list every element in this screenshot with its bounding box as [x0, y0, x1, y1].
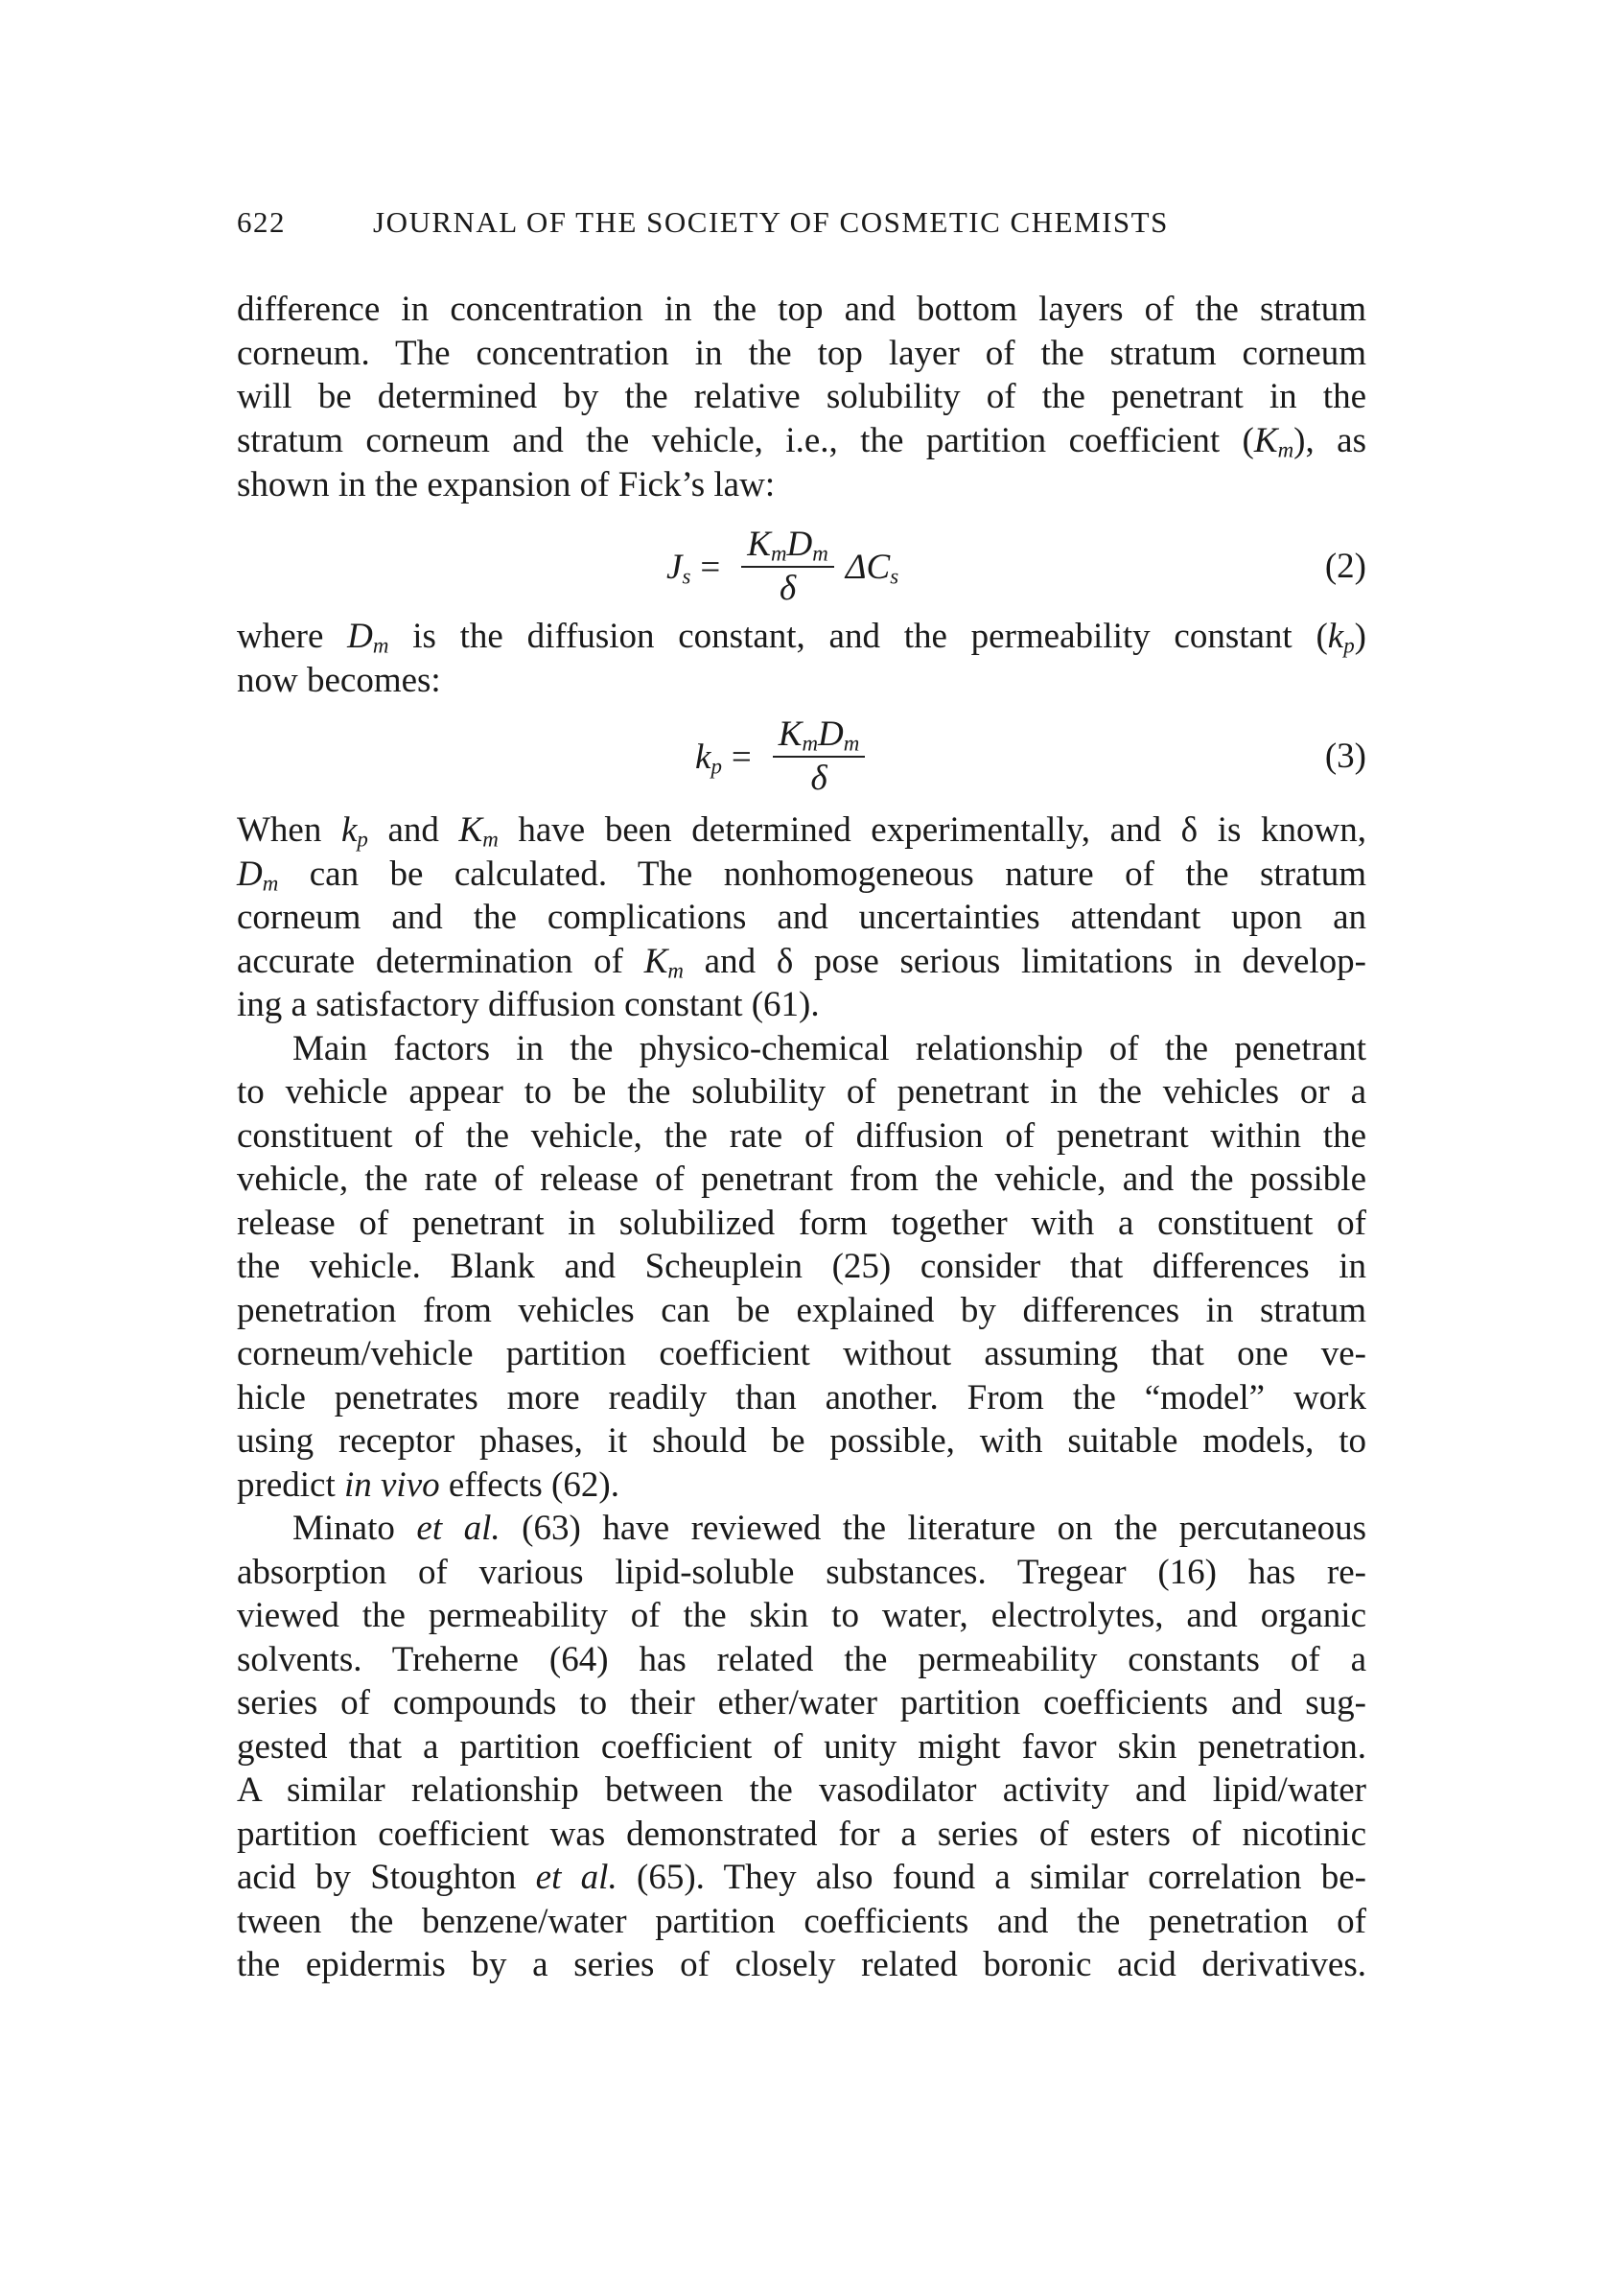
eq3-lhs	[695, 737, 722, 778]
text-run: (63) have reviewed the literature on the percutaneous	[500, 1509, 1366, 1548]
text-run: partition coefficient was demonstrated for a series of esters of nicotinic	[237, 1814, 1366, 1854]
subscript: m	[482, 827, 499, 852]
text-line	[237, 1725, 1366, 1769]
text-run: the epidermis by a series of closely related boronic acid derivatives.	[237, 1945, 1366, 1984]
text-line-content	[237, 1465, 619, 1505]
subscript: p	[357, 827, 368, 852]
text-line-content	[237, 1334, 1366, 1373]
text-line-content	[237, 1291, 1366, 1330]
eq2-lhs-subscript: s	[682, 564, 691, 589]
text-line	[237, 1943, 1366, 1987]
eq2-lhs	[666, 547, 690, 588]
eq3-num-k: K	[778, 715, 803, 754]
text-line-content	[237, 421, 1366, 460]
text-line-content	[237, 617, 1366, 656]
eq3-numerator	[773, 714, 866, 758]
subscript: m	[1277, 437, 1294, 462]
text-line-content	[237, 1640, 1366, 1679]
eq2-rhs-subscript: s	[890, 564, 899, 589]
eq3-fraction	[773, 714, 866, 800]
text-line-content	[237, 1727, 1366, 1767]
eq2-numerator	[741, 524, 834, 568]
text-line-content	[292, 1029, 1366, 1068]
text-line	[237, 1900, 1366, 1944]
subscript: p	[1343, 633, 1355, 658]
text-line	[237, 1507, 1366, 1551]
text-line	[237, 463, 1366, 507]
text-line-content	[237, 1204, 1366, 1243]
eq3-lhs-subscript: p	[710, 754, 722, 779]
text-line	[237, 1158, 1366, 1202]
text-run: where	[237, 617, 348, 656]
text-line-content	[237, 661, 441, 700]
text-line-content	[237, 1770, 1366, 1810]
text-line-content	[292, 1509, 1366, 1548]
text-run: (65). They also found a similar correlation be-	[617, 1858, 1366, 1897]
text-line	[237, 1638, 1366, 1682]
text-line	[237, 1551, 1366, 1595]
eq2-rhs-symbol: ΔC	[845, 547, 891, 587]
text-run: and δ pose serious limitations in develop-	[683, 941, 1366, 981]
text-line-content	[237, 1683, 1366, 1722]
text-line-content	[237, 1945, 1366, 1984]
eq3-num-k-sub: m	[802, 731, 819, 756]
text-run: stratum corneum and the vehicle, i.e., the partition coefficient (	[237, 421, 1254, 461]
eq2-equals: =	[700, 547, 721, 587]
equation-2	[237, 514, 1366, 620]
text-line-content	[237, 1858, 1366, 1897]
text-run: acid by Stoughton	[237, 1858, 536, 1897]
text-line-content	[237, 1378, 1366, 1417]
eq3-equals: =	[731, 737, 752, 777]
text-run: When	[237, 810, 341, 850]
text-run: solvents. Treherne (64) has related the permeability constants of a	[237, 1639, 1366, 1679]
text-run: absorption of various lipid-soluble substances. Tregear (16) has re-	[237, 1552, 1366, 1592]
text-run: constituent of the vehicle, the rate of diffusion of penetrant within the	[237, 1115, 1366, 1156]
text-line-content	[237, 942, 1366, 981]
text-line	[237, 1202, 1366, 1246]
text-line-content	[237, 1553, 1366, 1592]
text-line-content	[237, 810, 1366, 850]
text-line	[237, 332, 1366, 376]
text-line-content	[237, 898, 1366, 937]
text-run: series of compounds to their ether/water partition coefficients and sug-	[237, 1683, 1366, 1722]
italic-variable: $K_m$	[1253, 421, 1294, 462]
text-line	[237, 1245, 1366, 1289]
text-line	[237, 1027, 1366, 1071]
subscript: m	[262, 871, 279, 896]
eq2-rhs	[846, 547, 898, 588]
italic-variable: $D_m$	[347, 617, 389, 658]
eq3-num-d: D	[818, 715, 844, 754]
text-run: penetration from vehicles can be explained by differences in stratum	[237, 1290, 1366, 1330]
italic-variable: $K_m$	[643, 941, 684, 983]
text-run: release of penetrant in solubilized form together with a constituent of	[237, 1203, 1366, 1243]
text-run: ing a satisfactory diffusion constant (61).	[237, 985, 820, 1024]
text-line	[237, 419, 1366, 463]
text-run: and	[367, 810, 459, 850]
italic-variable: $k_p$	[340, 810, 368, 852]
text-line	[237, 1769, 1366, 1813]
text-run: have been determined experimentally, and δ is known,	[498, 810, 1366, 850]
subscript: m	[372, 633, 389, 658]
eq2-num-k-sub: m	[770, 541, 787, 566]
text-run: corneum and the complications and uncertainties attendant upon an	[237, 898, 1366, 937]
text-line	[237, 1419, 1366, 1464]
text-run: accurate determination of	[237, 941, 644, 981]
italic-variable: $k_p$	[1327, 617, 1355, 658]
text-run: tween the benzene/water partition coefficients and the penetration of	[237, 1901, 1366, 1941]
subscript: m	[667, 958, 684, 983]
text-run: now becomes:	[237, 660, 441, 700]
text-line-content	[237, 465, 775, 504]
text-run: is the diffusion constant, and the permeability constant (	[388, 617, 1328, 656]
text-line	[237, 288, 1366, 332]
text-run: corneum/vehicle partition coefficient without assuming that one ve-	[237, 1334, 1366, 1373]
text-run: will be determined by the relative solubility of the penetrant in the	[237, 377, 1366, 417]
text-line-content	[237, 855, 1366, 894]
italic-variable: in vivo	[343, 1464, 440, 1505]
text-run: predict	[237, 1464, 344, 1505]
text-run: vehicle, the rate of release of penetrant from the vehicle, and the possible	[237, 1160, 1366, 1199]
eq2-num-d-sub: m	[812, 541, 828, 566]
eq2-num-k: K	[747, 525, 771, 564]
text-run: Minato	[292, 1509, 417, 1548]
text-line	[237, 808, 1366, 853]
text-line	[237, 659, 1366, 703]
text-line-content	[237, 985, 820, 1024]
running-header-journal-title: JOURNAL OF THE SOCIETY OF COSMETIC CHEMISTS	[373, 205, 1169, 239]
text-run: )	[1354, 617, 1366, 656]
text-line	[237, 1813, 1366, 1857]
text-run: the vehicle. Blank and Scheuplein (25) consider that differences in	[237, 1247, 1366, 1286]
eq3-denominator: δ	[810, 759, 827, 798]
text-run: ), as	[1293, 421, 1366, 461]
text-line	[237, 375, 1366, 419]
text-run: difference in concentration in the top and bottom layers of the stratum	[237, 290, 1366, 329]
text-run: Main factors in the physico-chemical relationship of the penetrant	[292, 1028, 1366, 1068]
text-line	[237, 853, 1366, 897]
eq2-denominator: δ	[779, 569, 797, 608]
text-line	[237, 1070, 1366, 1114]
eq2-number: (2)	[1324, 547, 1366, 586]
text-run: effects (62).	[439, 1464, 619, 1505]
text-run: gested that a partition coefficient of unity might favor skin penetration.	[237, 1726, 1366, 1767]
text-run: hicle penetrates more readily than another. From the “model” work	[237, 1377, 1366, 1417]
text-line-content	[237, 1247, 1366, 1286]
text-line-content	[237, 1072, 1366, 1112]
text-line	[237, 1464, 1366, 1508]
italic-variable: et al.	[535, 1858, 617, 1897]
italic-variable: et al.	[416, 1509, 501, 1548]
page-number: 622	[237, 205, 286, 239]
text-line	[237, 896, 1366, 940]
eq3-number: (3)	[1324, 737, 1366, 776]
eq2-fraction	[741, 524, 834, 610]
text-line	[237, 1681, 1366, 1725]
eq2-lhs-symbol: J	[666, 547, 683, 587]
text-run: using receptor phases, it should be possible, with suitable models, to	[237, 1421, 1366, 1461]
text-line	[237, 1594, 1366, 1638]
text-line-content	[237, 1815, 1366, 1854]
eq3-lhs-symbol: k	[695, 737, 711, 777]
text-run: to vehicle appear to be the solubility of penetrant in the vehicles or a	[237, 1072, 1366, 1112]
text-line-content	[237, 334, 1366, 373]
text-run: A similar relationship between the vasodilator activity and lipid/water	[237, 1770, 1366, 1810]
italic-variable: $D_m$	[237, 854, 279, 896]
text-run: corneum. The concentration in the top layer of the stratum corneum	[237, 333, 1366, 373]
text-line-content	[237, 290, 1366, 329]
text-run: can be calculated. The nonhomogeneous nature of the stratum	[278, 854, 1366, 894]
eq2-num-d: D	[786, 525, 813, 564]
text-line	[237, 615, 1366, 659]
text-line	[237, 983, 1366, 1027]
text-line	[237, 1289, 1366, 1333]
text-line	[237, 940, 1366, 984]
equation-3	[237, 704, 1366, 809]
text-line	[237, 1376, 1366, 1420]
text-line-content	[237, 1160, 1366, 1199]
text-line-content	[237, 1596, 1366, 1635]
text-line-content	[237, 1116, 1366, 1156]
text-line-content	[237, 377, 1366, 416]
text-run: viewed the permeability of the skin to water, electrolytes, and organic	[237, 1596, 1366, 1635]
text-line	[237, 1332, 1366, 1376]
text-line-content	[237, 1902, 1366, 1941]
eq3-num-d-sub: m	[843, 731, 860, 756]
text-line	[237, 1114, 1366, 1159]
text-run: shown in the expansion of Fick’s law:	[237, 464, 776, 504]
text-line-content	[237, 1421, 1366, 1461]
text-line	[237, 1856, 1366, 1900]
italic-variable: $K_m$	[458, 810, 499, 852]
